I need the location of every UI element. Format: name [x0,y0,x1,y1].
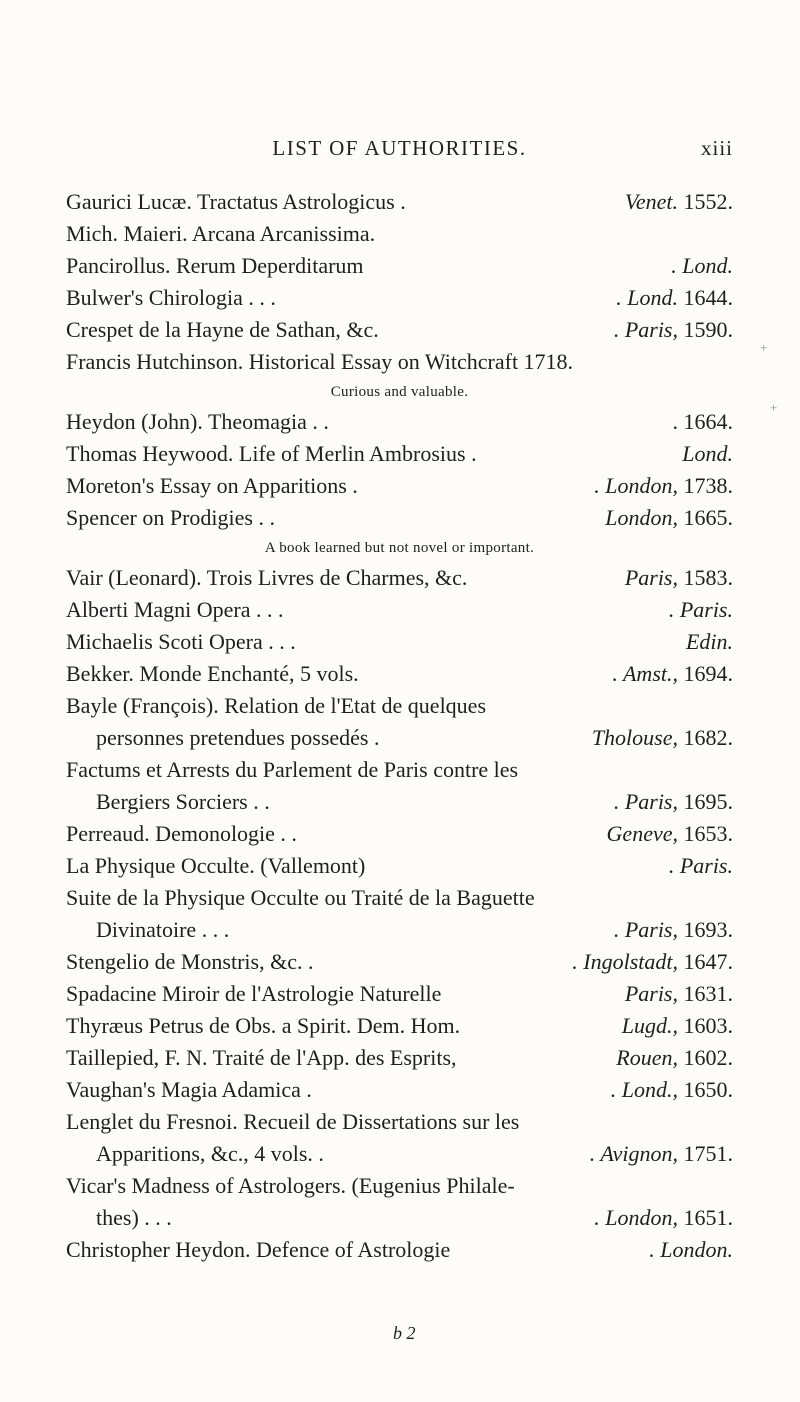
list-item: Vicar's Madness of Astrologers. (Eugenius Philale- [66,1173,515,1198]
list-item: Bekker. Monde Enchanté, 5 vols. . Amst., 1694. [66,661,733,686]
list-item: Spencer on Prodigies . . London, 1665. [66,505,733,530]
list-item: Alberti Magni Opera . . . . Paris. [66,597,733,622]
list-item: Suite de la Physique Occulte ou Traité de la Baguette [66,885,535,910]
list-item: Crespet de la Hayne de Sathan, &c. . Paris, 1590. [66,317,733,342]
list-item: Spadacine Miroir de l'Astrologie Naturelle Paris, 1631. [66,981,733,1006]
list-item: La Physique Occulte. (Vallemont) . Paris. [66,853,733,878]
annotation-note: A book learned but not novel or important. [264,540,535,556]
list-item: Thyræus Petrus de Obs. a Spirit. Dem. Hom. Lugd., 1603. [66,1013,733,1038]
list-item: Bayle (François). Relation de l'Etat de quelques [66,693,487,718]
list-item: Francis Hutchinson. Historical Essay on Witchcraft 1718. [66,349,574,374]
list-item: Divinatoire . . . . Paris, 1693. [96,917,733,942]
list-item: Vair (Leonard). Trois Livres de Charmes, &c. Paris, 1583. [66,565,733,590]
list-item: Heydon (John). Theomagia . . . 1664. [66,409,733,434]
list-item: Christopher Heydon. Defence of Astrologie . London. [66,1237,733,1262]
signature-mark: b 2 [393,1323,416,1343]
page-header [66,136,733,166]
list-item: Moreton's Essay on Apparitions . . London, 1738. [66,473,733,498]
list-item: Apparitions, &c., 4 vols. . . Avignon, 1751. [96,1141,733,1166]
margin-mark: + [770,400,778,415]
list-item: Stengelio de Monstris, &c. . . Ingolstadt, 1647. [66,949,733,974]
list-item: Factums et Arrests du Parlement de Paris contre les [66,757,519,782]
list-item: Bulwer's Chirologia . . . . Lond. 1644. [66,285,733,310]
list-item: Taillepied, F. N. Traité de l'App. des Esprits, Rouen, 1602. [66,1045,733,1070]
list-item: Thomas Heywood. Life of Merlin Ambrosius . Lond. [66,441,733,466]
list-item: Pancirollus. Rerum Deperditarum . Lond. [66,253,733,278]
list-item: Bergiers Sorciers . . . Paris, 1695. [96,789,733,814]
list-item: Lenglet du Fresnoi. Recueil de Dissertations sur les [66,1109,520,1134]
running-title: LIST OF AUTHORITIES. [272,136,527,160]
annotation-note: Curious and valuable. [330,384,469,400]
list-item: Gaurici Lucæ. Tractatus Astrologicus . Venet. 1552. [66,189,733,214]
list-item: Mich. Maieri. Arcana Arcanissima. [66,221,376,246]
list-item: personnes pretendues possedés . Tholouse, 1682. [96,725,733,750]
list-item: Vaughan's Magia Adamica . . Lond., 1650. [66,1077,733,1102]
page-number: xiii [700,136,733,160]
list-item: thes) . . . . London, 1651. [96,1205,733,1230]
list-item: Michaelis Scoti Opera . . . Edin. [66,629,733,654]
authorities-list [66,186,733,1266]
margin-mark: + [760,340,768,355]
list-item: Perreaud. Demonologie . . Geneve, 1653. [66,821,733,846]
